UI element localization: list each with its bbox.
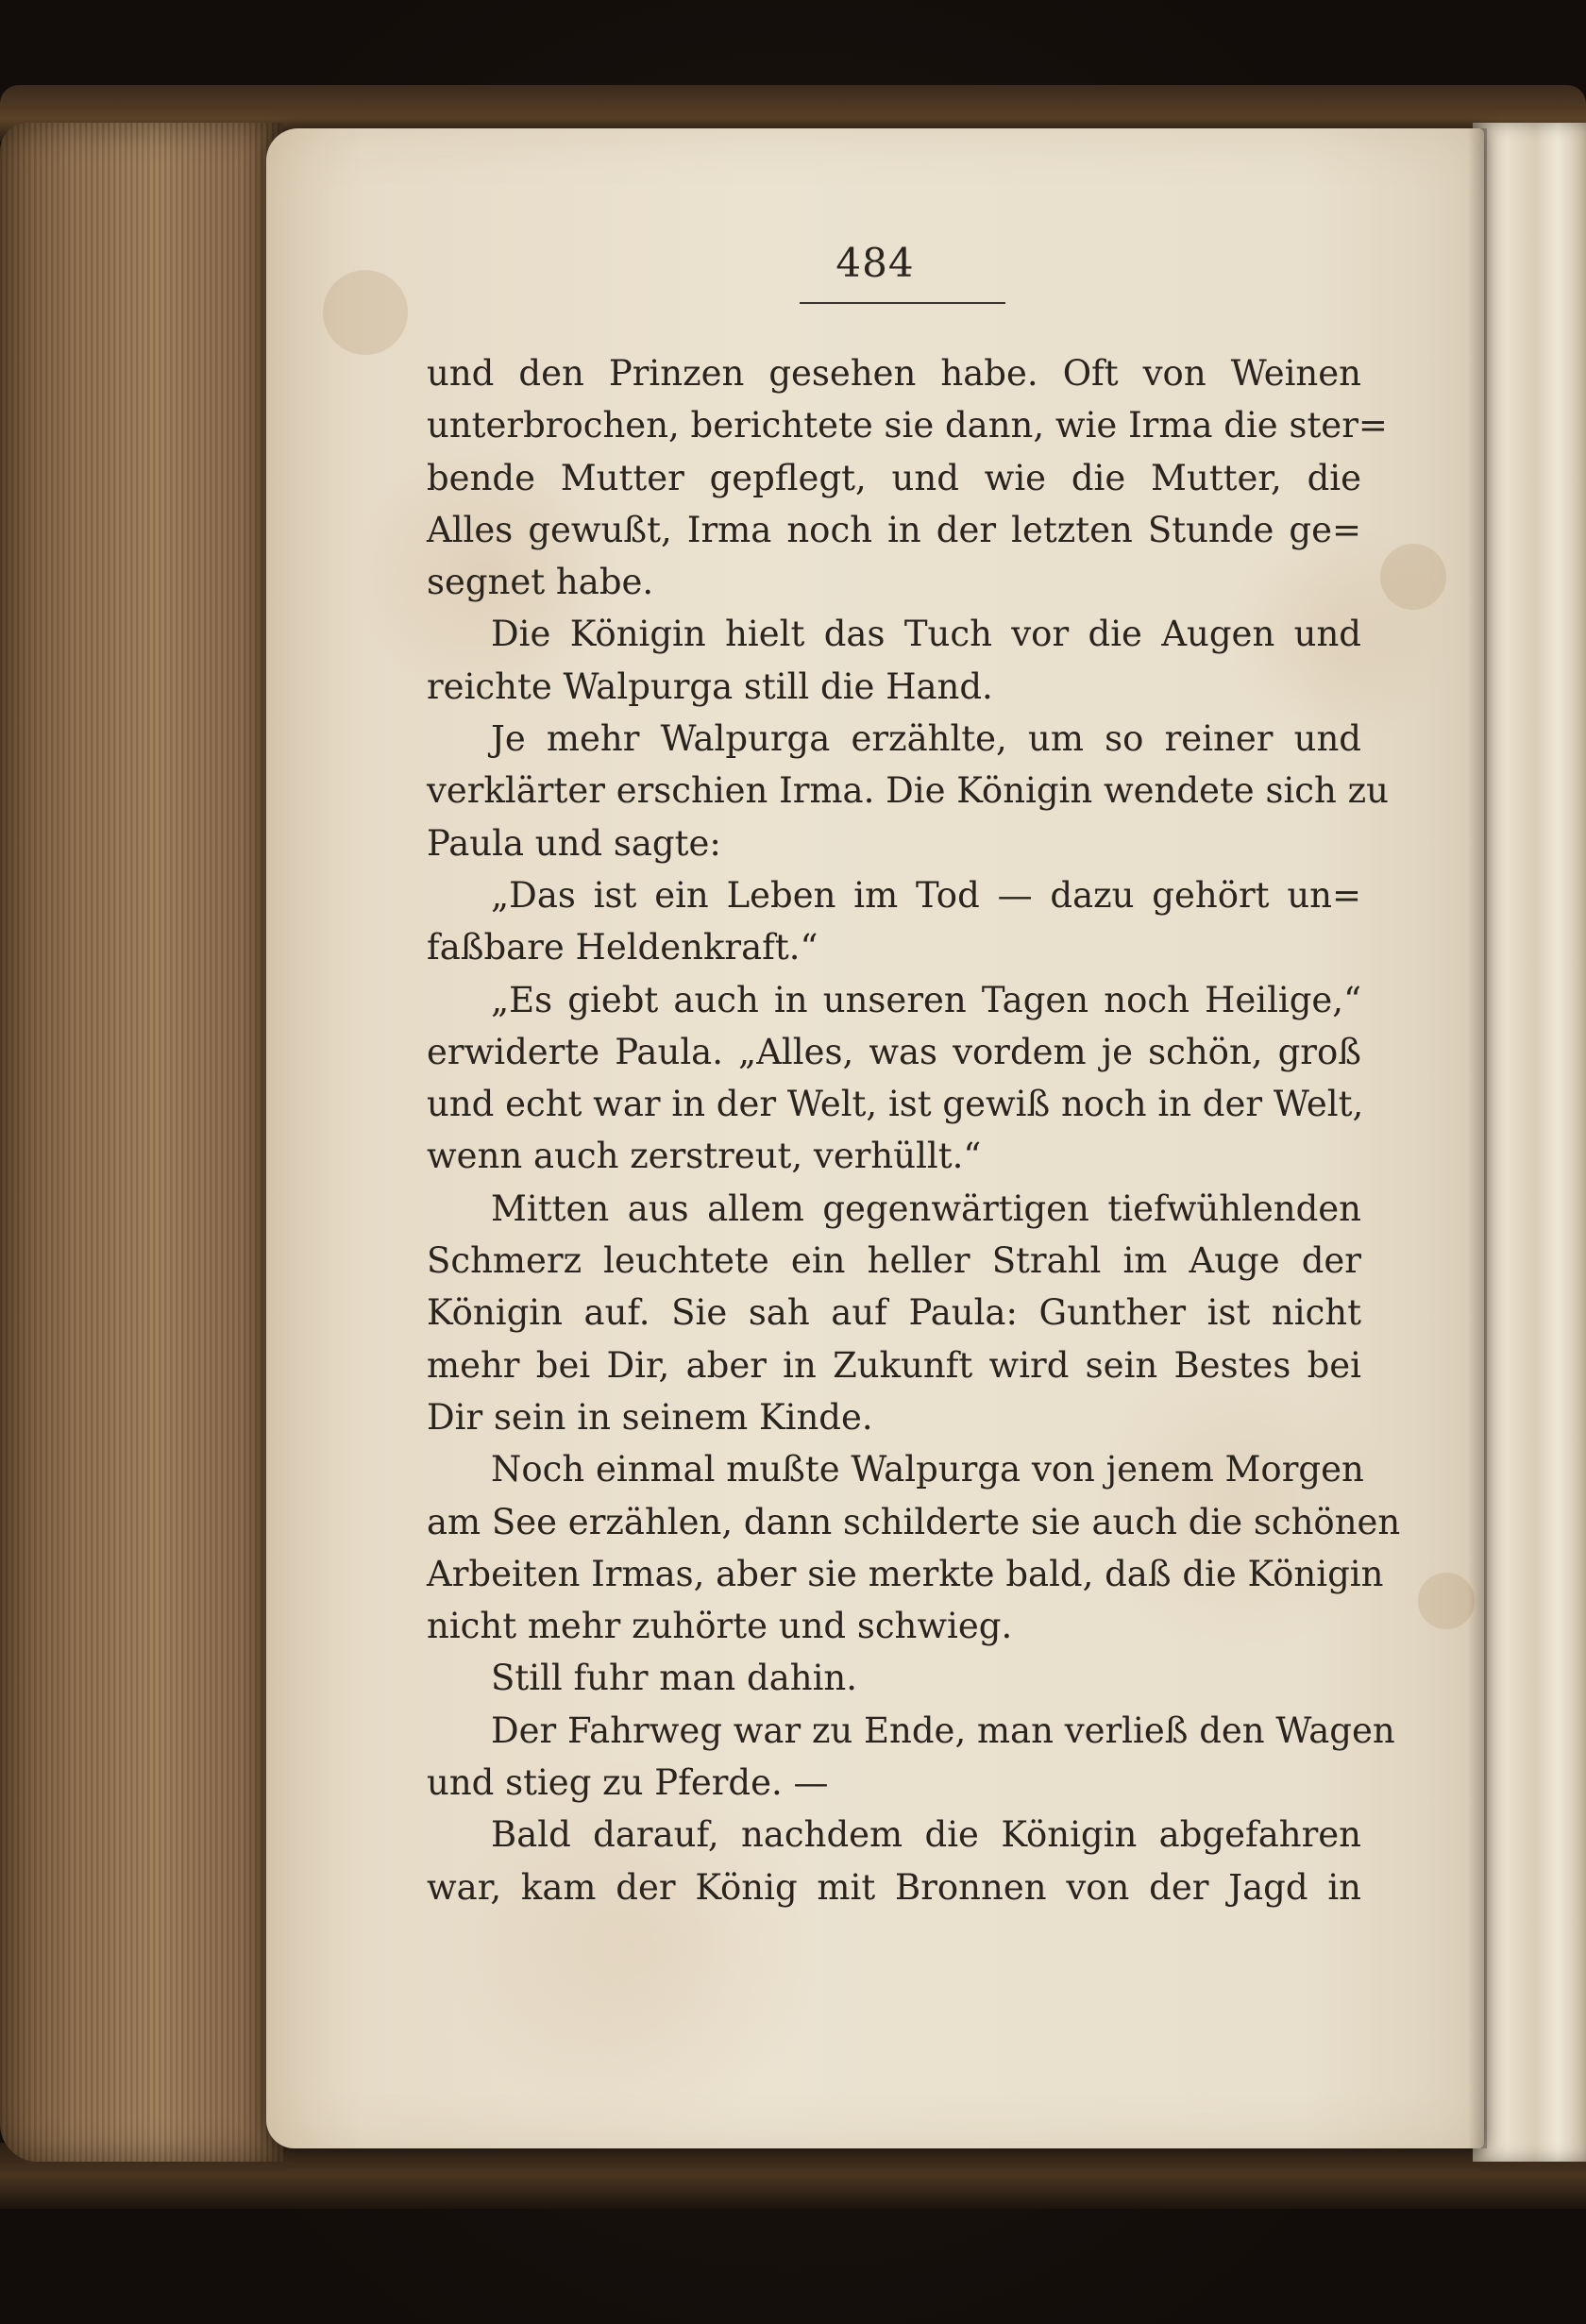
- text-line: segnet habe.: [427, 562, 654, 603]
- text-line: unterbrochen, berichtete sie dann, wie Irma die ster=: [427, 405, 1388, 446]
- text-line: war, kam der König mit Bronnen von der Jagd in: [427, 1866, 1361, 1908]
- text-line: Der Fahrweg war zu Ende, man verließ den Wagen: [491, 1709, 1395, 1751]
- text-line: erwiderte Paula. „Alles, was vordem je schön, groß: [427, 1031, 1361, 1072]
- text-line: wenn auch zerstreut, verhüllt.“: [427, 1136, 982, 1177]
- text-line: Alles gewußt, Irma noch in der letzten Stunde ge=: [427, 509, 1361, 550]
- text-line: bende Mutter gepflegt, und wie die Mutter, die: [427, 457, 1361, 498]
- text-line: Arbeiten Irmas, aber sie merkte bald, daß die Königin: [427, 1553, 1384, 1594]
- text-line: Still fuhr man dahin.: [491, 1658, 858, 1699]
- gutter-shadow: [1468, 128, 1487, 2148]
- text-line: Bald darauf, nachdem die Königin abgefahren: [491, 1814, 1361, 1856]
- text-line: „Es giebt auch in unseren Tagen noch Heilige,“: [491, 979, 1361, 1020]
- text-line: Noch einmal mußte Walpurga von jenem Morgen: [491, 1449, 1364, 1490]
- text-line: Schmerz leuchtete ein heller Strahl im Auge der: [427, 1240, 1361, 1282]
- header-rule: [800, 302, 1005, 304]
- book-page-edges: [0, 123, 283, 2162]
- text-line: Mitten aus allem gegenwärtigen tiefwühlenden: [491, 1187, 1361, 1229]
- right-page-stack: [1473, 123, 1586, 2162]
- text-line: und echt war in der Welt, ist gewiß noch in der Welt,: [427, 1084, 1364, 1125]
- text-line: Dir sein in seinem Kinde.: [427, 1396, 873, 1438]
- text-line: reichte Walpurga still die Hand.: [427, 665, 993, 707]
- text-line: „Das ist ein Leben im Tod — dazu gehört un=: [491, 874, 1361, 916]
- body-text: [427, 347, 1401, 1913]
- page-number: 484: [835, 240, 915, 286]
- text-line: am See erzählen, dann schilderte sie auch die schönen: [427, 1501, 1401, 1542]
- text-line: und den Prinzen gesehen habe. Oft von Weinen: [427, 353, 1361, 394]
- text-line: mehr bei Dir, aber in Zukunft wird sein Bestes bei: [427, 1344, 1361, 1386]
- text-line: Paula und sagte:: [427, 822, 721, 864]
- book-page: [266, 128, 1484, 2148]
- text-line: Königin auf. Sie sah auf Paula: Gunther ist nicht: [427, 1292, 1361, 1334]
- text-line: und stieg zu Pferde. —: [427, 1762, 829, 1804]
- text-line: Je mehr Walpurga erzählte, um so reiner und: [491, 718, 1361, 760]
- text-line: faßbare Heldenkraft.“: [427, 927, 818, 968]
- text-line: verklärter erschien Irma. Die Königin wendete sich zu: [427, 770, 1389, 812]
- paper-stain: [1418, 1573, 1475, 1629]
- paper-stain: [1380, 544, 1446, 610]
- text-line: Die Königin hielt das Tuch vor die Augen und: [491, 614, 1361, 655]
- text-line: nicht mehr zuhörte und schwieg.: [427, 1606, 1013, 1647]
